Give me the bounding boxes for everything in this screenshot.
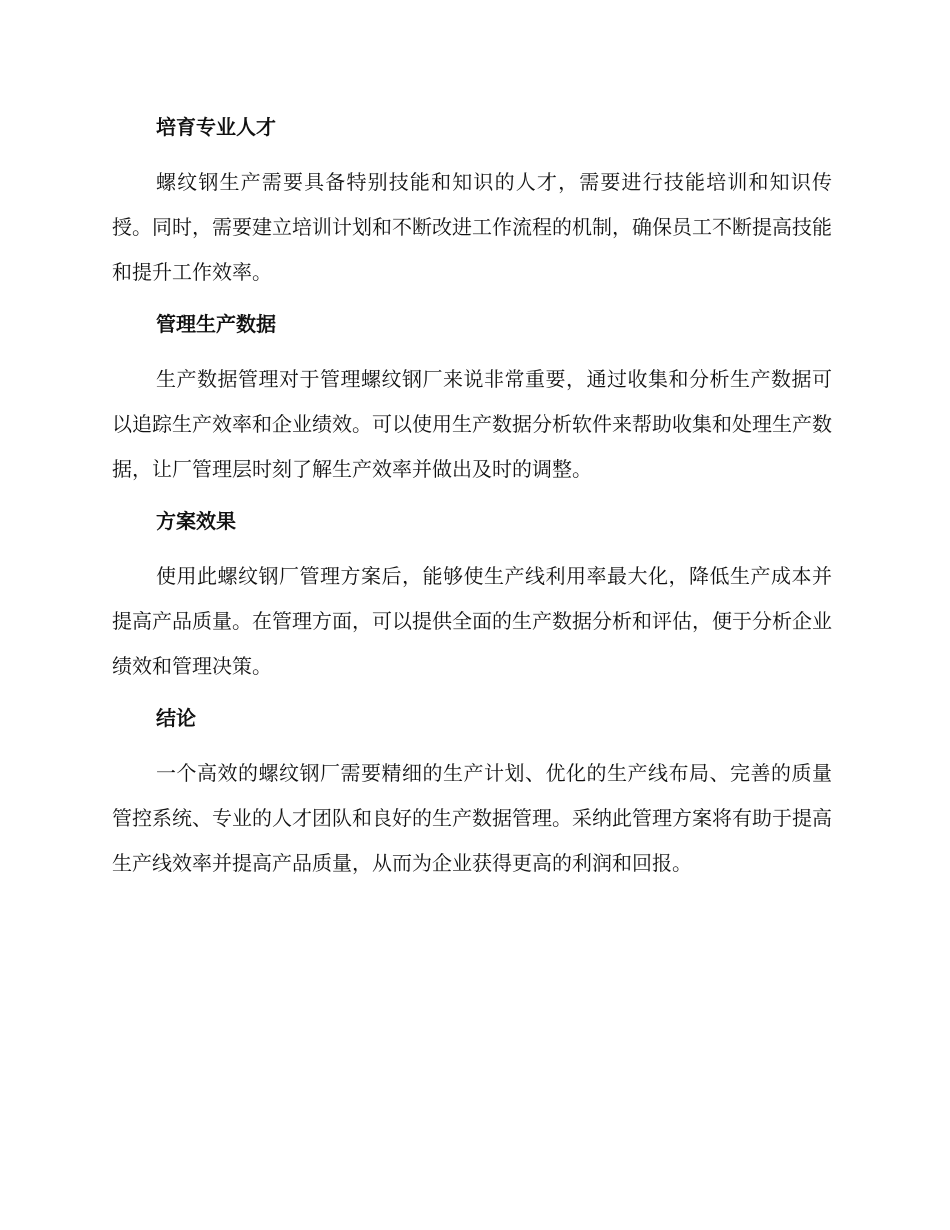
section-heading: 管理生产数据	[156, 312, 276, 336]
document-page	[112, 110, 832, 898]
section-production-data	[112, 307, 832, 492]
section-paragraph: 生产数据管理对于管理螺纹钢厂来说非常重要，通过收集和分析生产数据可以追踪生产效率和企业绩效。可以使用生产数据分析软件来帮助收集和处理生产数据，让厂管理层时刻了解生产效率并做出及时的调整。	[112, 367, 832, 481]
section-paragraph: 一个高效的螺纹钢厂需要精细的生产计划、优化的生产线布局、完善的质量管控系统、专业的人才团队和良好的生产数据管理。采纳此管理方案将有助于提高生产线效率并提高产品质量，从而为企业获得更高的利润和回报。	[112, 761, 832, 875]
section-talent	[112, 110, 832, 295]
section-paragraph: 螺纹钢生产需要具备特别技能和知识的人才，需要进行技能培训和知识传授。同时，需要建立培训计划和不断改进工作流程的机制，确保员工不断提高技能和提升工作效率。	[112, 170, 832, 284]
section-heading: 方案效果	[156, 509, 236, 533]
section-heading: 培育专业人才	[156, 115, 276, 139]
section-heading: 结论	[156, 706, 196, 730]
section-effect	[112, 504, 832, 689]
section-conclusion	[112, 701, 832, 886]
section-paragraph: 使用此螺纹钢厂管理方案后，能够使生产线利用率最大化，降低生产成本并提高产品质量。在管理方面，可以提供全面的生产数据分析和评估，便于分析企业绩效和管理决策。	[112, 564, 832, 678]
